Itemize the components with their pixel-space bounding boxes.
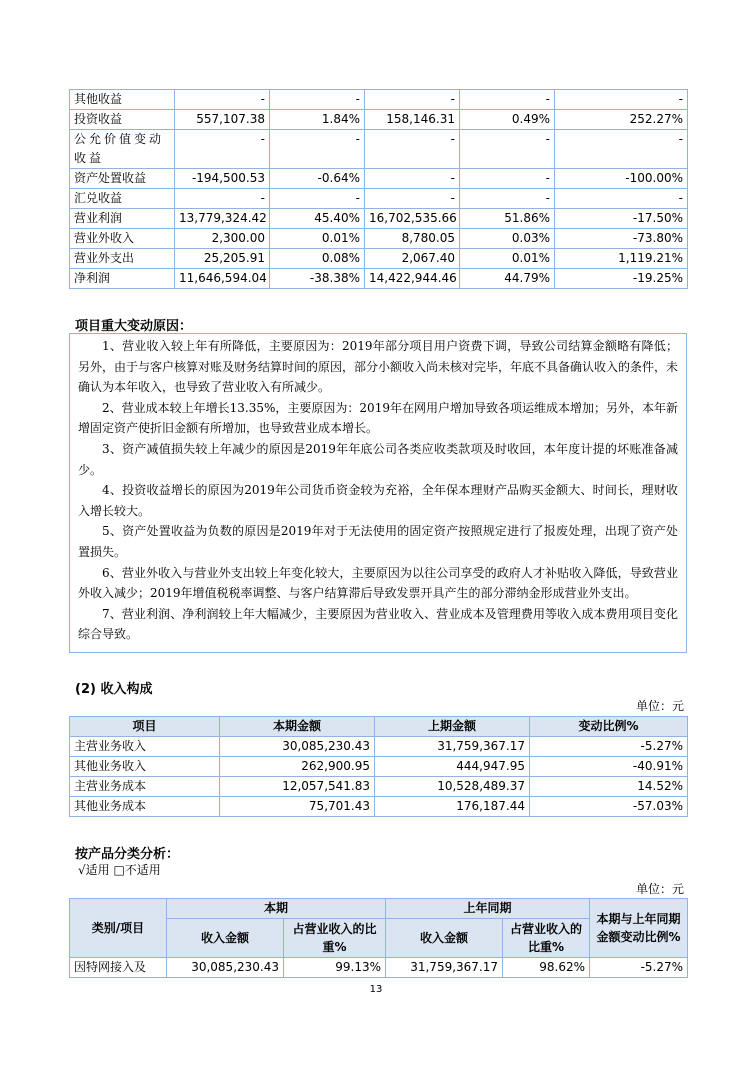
table-cell: 31,759,367.17	[375, 737, 530, 757]
table-cell: -	[555, 189, 688, 209]
header-cell: 收入金额	[167, 919, 284, 958]
table-cell: 因特网接入及	[70, 958, 167, 978]
header-cell: 占营业收入的比重%	[503, 919, 590, 958]
table-cell: 10,528,489.37	[375, 777, 530, 797]
income-header-row	[70, 717, 688, 737]
table-row	[70, 90, 688, 110]
header-cell: 变动比例%	[530, 717, 688, 737]
table-cell: -	[175, 130, 270, 169]
reason-paragraph: 2、营业成本较上年增长13.35%，主要原因为：2019年在网用户增加导致各项运维成本增加；另外，本年新增固定资产使折旧金额有所增加，也导致营业成本增长。	[78, 400, 678, 436]
reason-paragraph: 6、营业外收入与营业外支出较上年变化较大，主要原因为以往公司享受的政府人才补贴收入降低，导致营业外收入减少；2019年增值税税率调整、与客户结算滞后导致发票开具产生的部分滞纳金形成营业外支出。	[78, 565, 678, 601]
product-table	[69, 898, 688, 978]
table-cell: -	[175, 189, 270, 209]
table-cell: 0.01%	[460, 249, 555, 269]
table-cell: 公允价值变动收益	[70, 130, 175, 169]
table-row	[70, 169, 688, 189]
header-cell: 占营业收入的比重%	[284, 919, 386, 958]
income-section-title: (2) 收入构成	[75, 682, 153, 697]
table-cell: 14,422,944.46	[365, 269, 460, 289]
table-cell: 31,759,367.17	[386, 958, 503, 978]
table-cell: 262,900.95	[220, 757, 375, 777]
table-cell: -	[555, 130, 688, 169]
table-cell: 其他业务收入	[70, 757, 220, 777]
table-cell: 1,119.21%	[555, 249, 688, 269]
table-row	[70, 777, 688, 797]
profit-table	[69, 89, 688, 289]
table-row	[70, 958, 688, 978]
table-cell: -	[270, 90, 365, 110]
table-cell: -	[365, 130, 460, 169]
table-cell: -	[365, 189, 460, 209]
table-cell: 2,067.40	[365, 249, 460, 269]
table-row	[70, 797, 688, 817]
table-cell: -100.00%	[555, 169, 688, 189]
table-cell: 444,947.95	[375, 757, 530, 777]
product-header-row	[70, 899, 688, 919]
table-cell: 176,187.44	[375, 797, 530, 817]
table-cell: -194,500.53	[175, 169, 270, 189]
table-cell: 44.79%	[460, 269, 555, 289]
table-cell: 45.40%	[270, 209, 365, 229]
unit-label: 单位：元	[635, 882, 684, 896]
reason-paragraph: 5、资产处置收益为负数的原因是2019年对于无法使用的固定资产按照规定进行了报废处理，出现了资产处置损失。	[78, 524, 678, 559]
table-cell: 其他收益	[70, 90, 175, 110]
page-number: 13	[369, 984, 383, 995]
table-cell: 30,085,230.43	[220, 737, 375, 757]
table-cell: 营业外支出	[70, 249, 175, 269]
reason-paragraph: 4、投资收益增长的原因为2019年公司货币资金较为充裕，全年保本理财产品购买金额大、时间长，理财收入增长较大。	[78, 483, 678, 518]
header-cell: 收入金额	[386, 919, 503, 958]
table-cell: 14.52%	[530, 777, 688, 797]
table-cell: -5.27%	[590, 958, 688, 978]
table-cell: -	[460, 130, 555, 169]
table-cell: 12,057,541.83	[220, 777, 375, 797]
table-cell: -	[555, 90, 688, 110]
table-row	[70, 757, 688, 777]
table-cell: 25,205.91	[175, 249, 270, 269]
table-cell: -19.25%	[555, 269, 688, 289]
table-cell: 汇兑收益	[70, 189, 175, 209]
table-cell: 主营业务收入	[70, 737, 220, 757]
table-cell: 557,107.38	[175, 110, 270, 130]
header-cell: 本期与上年同期金额变动比例%	[590, 899, 688, 958]
table-row	[70, 269, 688, 289]
table-cell: 其他业务成本	[70, 797, 220, 817]
table-cell: 1.84%	[270, 110, 365, 130]
table-row	[70, 209, 688, 229]
table-cell: 51.86%	[460, 209, 555, 229]
table-cell: -57.03%	[530, 797, 688, 817]
table-cell: -	[365, 169, 460, 189]
table-cell: -5.27%	[530, 737, 688, 757]
table-cell: 投资收益	[70, 110, 175, 130]
header-cell: 本期金额	[220, 717, 375, 737]
header-cell: 上期金额	[375, 717, 530, 737]
table-row	[70, 737, 688, 757]
table-cell: 13,779,324.42	[175, 209, 270, 229]
reason-paragraph: 7、营业利润、净利润较上年大幅减少，主要原因为营业收入、营业成本及管理费用等收入成本费用项目变化综合导致。	[78, 606, 678, 642]
reason-paragraph: 1、营业收入较上年有所降低，主要原因为：2019年部分项目用户资费下调，导致公司结算金额略有降低；另外，由于与客户核算对账及财务结算时间的原因，部分小额收入尚未核对完毕，年底不具备确认收入的条件，未确认为本年收入，也导致了营业收入有所减少。	[78, 339, 679, 395]
table-cell: 252.27%	[555, 110, 688, 130]
table-cell: -	[270, 189, 365, 209]
table-cell: 净利润	[70, 269, 175, 289]
table-row	[70, 249, 688, 269]
header-cell: 本期	[167, 899, 386, 919]
table-cell: 0.01%	[270, 229, 365, 249]
product-section-title: 按产品分类分析：	[75, 847, 180, 862]
table-cell: 资产处置收益	[70, 169, 175, 189]
table-cell: 营业外收入	[70, 229, 175, 249]
table-cell: 158,146.31	[365, 110, 460, 130]
table-cell: 99.13%	[284, 958, 386, 978]
table-cell: 0.08%	[270, 249, 365, 269]
applicability-checkbox: √适用 □不适用	[78, 863, 161, 877]
table-cell: -	[175, 90, 270, 110]
table-row	[70, 229, 688, 249]
reason-paragraph: 3、资产减值损失较上年减少的原因是2019年年底公司各类应收类款项及时收回，本年度计提的坏账准备减少。	[78, 441, 678, 477]
table-cell: -	[460, 189, 555, 209]
table-cell: -	[460, 169, 555, 189]
table-cell: 主营业务成本	[70, 777, 220, 797]
table-cell: 98.62%	[503, 958, 590, 978]
table-cell: 8,780.05	[365, 229, 460, 249]
unit-label: 单位：元	[635, 699, 684, 713]
table-cell: -	[365, 90, 460, 110]
table-cell: 0.03%	[460, 229, 555, 249]
table-cell: 30,085,230.43	[167, 958, 284, 978]
table-cell: 0.49%	[460, 110, 555, 130]
table-row	[70, 189, 688, 209]
reasons-title: 项目重大变动原因：	[75, 319, 193, 334]
table-cell: 11,646,594.04	[175, 269, 270, 289]
header-cell: 类别/项目	[70, 899, 167, 958]
table-cell: -	[270, 130, 365, 169]
table-cell: -	[460, 90, 555, 110]
table-cell: 16,702,535.66	[365, 209, 460, 229]
table-cell: -40.91%	[530, 757, 688, 777]
table-row	[70, 130, 688, 169]
table-cell: -38.38%	[270, 269, 365, 289]
table-cell: 营业利润	[70, 209, 175, 229]
income-table	[69, 716, 688, 817]
table-row	[70, 110, 688, 130]
table-cell: -0.64%	[270, 169, 365, 189]
table-cell: -17.50%	[555, 209, 688, 229]
header-cell: 上年同期	[386, 899, 590, 919]
table-cell: -73.80%	[555, 229, 688, 249]
reasons-box	[69, 333, 687, 653]
table-cell: 75,701.43	[220, 797, 375, 817]
table-cell: 2,300.00	[175, 229, 270, 249]
header-cell: 项目	[70, 717, 220, 737]
